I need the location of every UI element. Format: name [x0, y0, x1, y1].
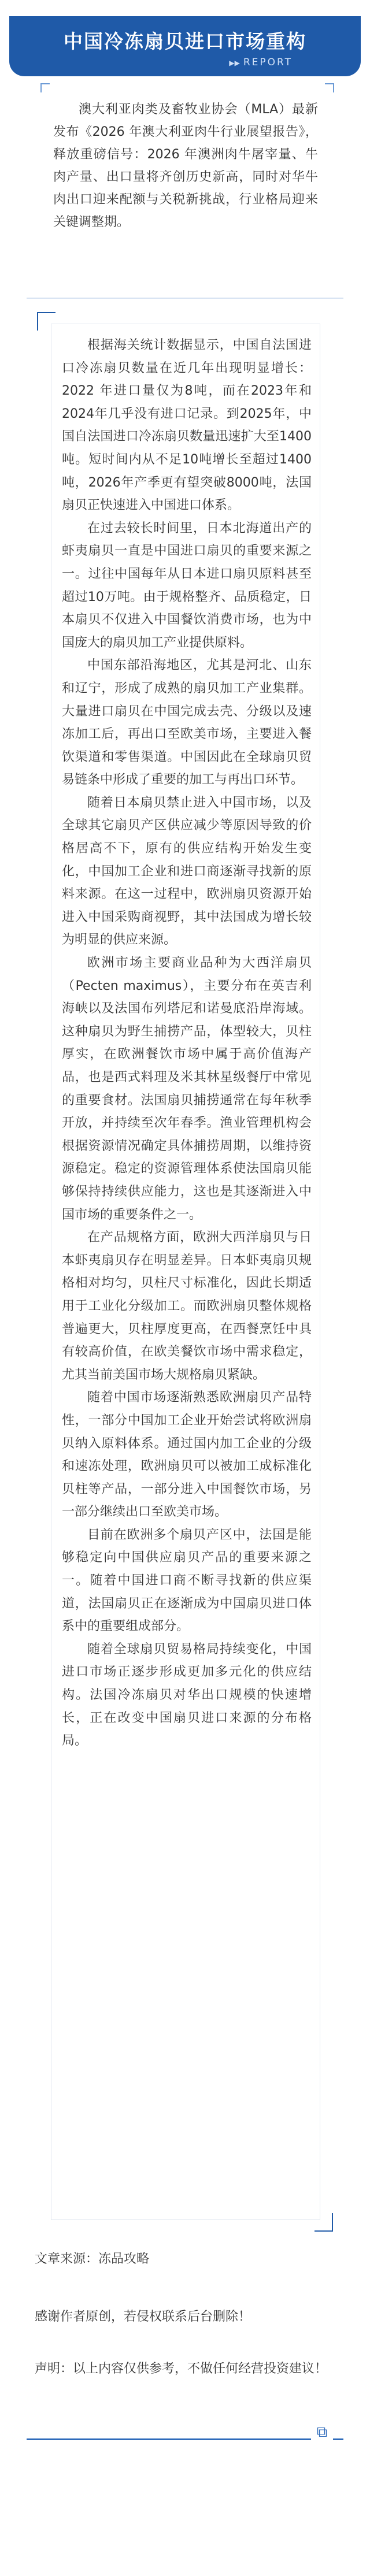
article-paragraph: 在产品规格方面，欧洲大西洋扇贝与日本虾夷扇贝存在明显差异。日本虾夷扇贝规格相对均匀，贝柱尺寸标准化，因此长期适用于工业化分级加工。而欧洲扇贝整体规格普遍更大，贝柱厚度更高，在西餐烹饪中具有较高价值，在欧美餐饮市场中需求稳定，尤其当前美国市场大规格扇贝紧缺。: [62, 1230, 312, 1382]
thanks-note: 感谢作者原创，若侵权联系后台删除！: [35, 2310, 251, 2324]
article-body: [62, 334, 312, 1753]
intro-divider: [27, 298, 343, 299]
article-paragraph: 随着中国市场逐渐熟悉欧洲扇贝产品特性，一部分中国加工企业开始尝试将欧洲扇贝纳入原料体系。通过国内加工企业的分级和速冻处理，欧洲扇贝可以被加工成标准化贝柱等产品，一部分进入中国餐饮市场，另一部分继续出口至欧美市场。: [62, 1390, 312, 1520]
article-paragraph: 目前在欧洲多个扇贝产区中，法国是能够稳定向中国供应扇贝产品的重要来源之一。随着中国进口商不断寻找新的供应渠道，法国扇贝正在逐渐成为中国扇贝进口体系中的重要组成部分。: [62, 1527, 312, 1634]
disclaimer: 声明：以上内容仅供参考，不做任何经营投资建议！: [35, 2362, 328, 2376]
double-chevron-right-icon: ▶▶: [229, 59, 240, 67]
footer-divider: [27, 2438, 343, 2440]
title-banner: [9, 16, 361, 76]
report-label-text: REPORT: [243, 57, 293, 68]
article-paragraph: 随着全球扇贝贸易格局持续变化，中国进口市场正逐步形成更加多元化的供应结构。法国冷冻扇贝对华出口规模的快速增长，正在改变中国扇贝进口来源的分布格局。: [62, 1642, 312, 1749]
article-source: 文章来源：冻品攻略: [35, 2252, 150, 2266]
article-corner-bottom-right: [314, 2213, 333, 2232]
page-title: 中国冷冻扇贝进口市场重构: [64, 30, 306, 53]
article-paragraph: 中国东部沿海地区，尤其是河北、山东和辽宁，形成了成熟的扇贝加工产业集群。大量进口扇贝在中国完成去壳、分级以及速冻加工后，再出口至欧美市场，主要进入餐饮渠道和零售渠道。中国因此在全球扇贝贸易链条中形成了重要的加工与再出口环节。: [62, 658, 312, 788]
corner-bracket-right: [325, 83, 334, 92]
report-header: [0, 0, 370, 92]
article-paragraph: 欧洲市场主要商业品种为大西洋扇贝（Pecten maximus），主要分布在英吉利海峡以及法国布列塔尼和诺曼底沿岸海域。这种扇贝为野生捕捞产品，体型较大，贝柱厚实，在欧洲餐饮市场中属于高价值海产品，也是西式料理及米其林星级餐厅中常见的重要食材。法国扇贝捕捞通常在每年秋季开放，并持续至次年春季。渔业管理机构会根据资源情况确定具体捕捞周期，以维持资源稳定。稳定的资源管理体系使法国扇贝能够保持持续供应能力，这也是其逐渐进入中国市场的重要条件之一。: [62, 956, 312, 1222]
ribbon-icon: ⧉: [311, 2423, 333, 2441]
intro-paragraph: 澳大利亚肉类及畜牧业协会（MLA）最新发布《2026 年澳大利亚肉牛行业展望报告》，释放重磅信号：2026 年澳洲肉牛屠宰量、牛肉产量、出口量将齐创历史新高，同时对华牛肉出口迎来配额与关税新挑战，行业格局迎来关键调整期。: [53, 102, 318, 229]
article-paragraph: 随着日本扇贝禁止进入中国市场，以及全球其它扇贝产区供应减少等原因导致的价格居高不下，原有的供应结构开始发生变化，中国加工企业和进口商逐渐寻找新的原料来源。在这一过程中，欧洲扇贝资源开始进入中国采购商视野，其中法国成为增长较为明显的供应来源。: [62, 795, 312, 948]
report-label: [229, 57, 293, 68]
article-paragraph: 在过去较长时间里，日本北海道出产的虾夷扇贝一直是中国进口扇贝的重要来源之一。过往中国每年从日本进口扇贝原料甚至超过10万吨。由于规格整齐、品质稳定，日本扇贝不仅进入中国餐饮消费市场，也为中国庞大的扇贝加工产业提供原料。: [62, 521, 312, 650]
article-paragraph: 根据海关统计数据显示，中国自法国进口冷冻扇贝数量在近几年出现明显增长：2022 年进口量仅为8吨，而在2023年和2024年几乎没有进口记录。到2025年，中国自法国进口冷冻扇贝数量迅速扩大至1400吨。短时间内从不足10吨增长至超过1400吨，2026年产季更有望突破8000吨，法国扇贝正快速进入中国进口体系。: [62, 338, 312, 513]
corner-bracket-left: [40, 83, 50, 92]
